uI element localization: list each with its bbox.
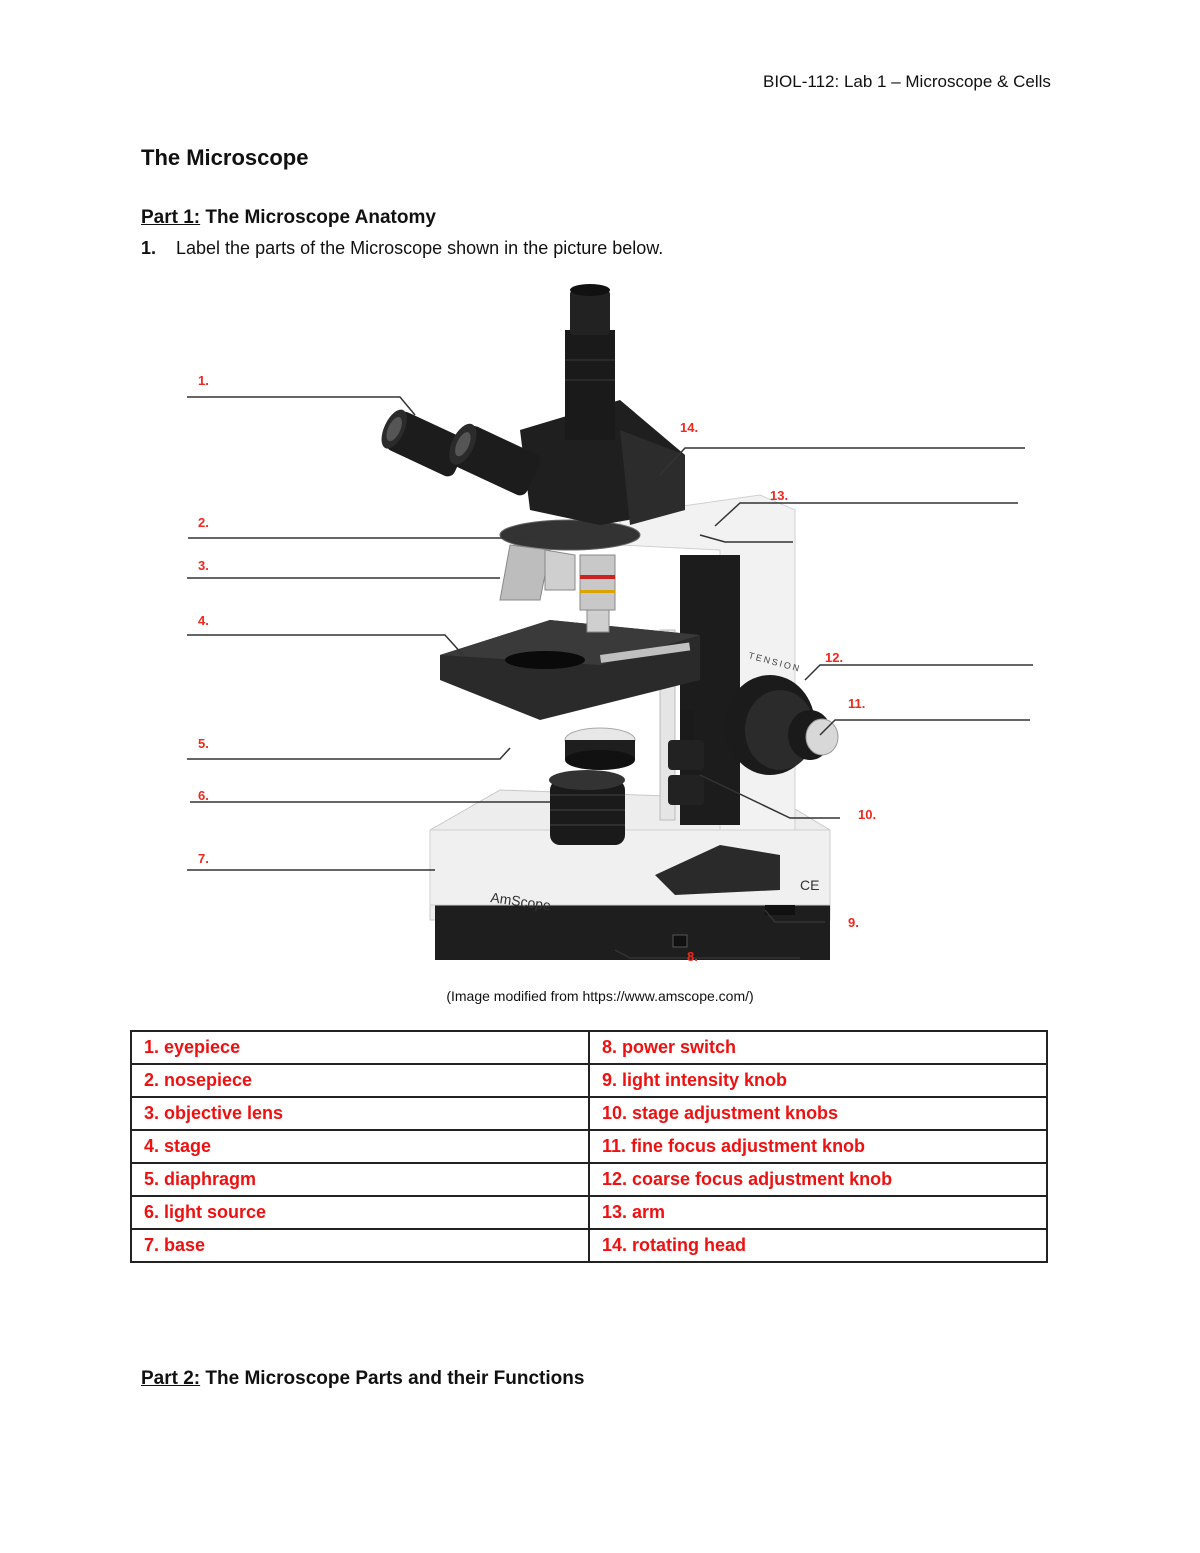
page-header: BIOL-112: Lab 1 – Microscope & Cells — [763, 72, 1051, 91]
document-title: The Microscope — [141, 145, 309, 170]
figure-caption: (Image modified from https://www.amscope.com/) — [446, 988, 754, 1004]
question-1 — [141, 238, 663, 259]
answer-cell: 12. coarse focus adjustment knob — [589, 1163, 1047, 1196]
part2-prefix: Part 2: — [141, 1368, 201, 1389]
answer-cell: 11. fine focus adjustment knob — [589, 1130, 1047, 1163]
answers-table — [130, 1030, 1048, 1263]
figure-label-3: 3. — [198, 558, 209, 573]
ce-mark: CE — [800, 877, 820, 893]
figure-label-11: 11. — [848, 696, 866, 711]
eyepiece-illustration — [376, 406, 543, 498]
figure-label-14: 14. — [680, 420, 699, 435]
figure-label-7: 7. — [198, 851, 209, 866]
part2-heading — [141, 1368, 584, 1390]
answer-cell: 3. objective lens — [131, 1097, 589, 1130]
part1-heading — [141, 207, 436, 229]
table-row — [131, 1130, 1047, 1163]
brand-text: AmScope — [489, 889, 552, 914]
microscope-diagram — [180, 270, 1040, 980]
part1-prefix: Part 1: — [141, 207, 201, 228]
figure-label-13: 13. — [770, 488, 789, 503]
answer-cell: 4. stage — [131, 1130, 589, 1163]
question-number: 1. — [141, 238, 157, 258]
answer-cell: 1. eyepiece — [131, 1031, 589, 1064]
part2-title: The Microscope Parts and their Functions — [205, 1368, 585, 1389]
answer-cell: 10. stage adjustment knobs — [589, 1097, 1047, 1130]
figure-label-2: 2. — [198, 515, 209, 530]
table-row — [131, 1097, 1047, 1130]
head-illustration — [520, 284, 685, 525]
figure-label-12: 12. — [825, 650, 844, 665]
answer-cell: 9. light intensity knob — [589, 1064, 1047, 1097]
answer-cell: 7. base — [131, 1229, 589, 1262]
table-row — [131, 1229, 1047, 1262]
answer-cell: 8. power switch — [589, 1031, 1047, 1064]
diaphragm-illustration — [565, 728, 635, 770]
tension-text: TENSION — [747, 650, 803, 674]
question-text: Label the parts of the Microscope shown in the picture below. — [176, 238, 664, 258]
answer-cell: 5. diaphragm — [131, 1163, 589, 1196]
nosepiece-illustration — [500, 520, 640, 632]
table-row — [131, 1064, 1047, 1097]
table-row — [131, 1163, 1047, 1196]
answer-cell: 6. light source — [131, 1196, 589, 1229]
focus-knobs-illustration — [725, 675, 838, 775]
figure-label-10: 10. — [858, 807, 877, 822]
figure-label-8: 8. — [687, 949, 698, 964]
table-row — [131, 1196, 1047, 1229]
microscope-figure — [180, 270, 1040, 980]
figure-label-5: 5. — [198, 736, 209, 751]
figure-label-4: 4. — [198, 613, 209, 628]
answer-cell: 14. rotating head — [589, 1229, 1047, 1262]
table-row — [131, 1031, 1047, 1064]
figure-label-9: 9. — [848, 915, 859, 930]
answer-cell: 2. nosepiece — [131, 1064, 589, 1097]
answer-cell: 13. arm — [589, 1196, 1047, 1229]
part1-title: The Microscope Anatomy — [205, 207, 436, 228]
light-source-illustration — [549, 770, 625, 845]
figure-label-6: 6. — [198, 788, 209, 803]
figure-label-1: 1. — [198, 373, 209, 388]
